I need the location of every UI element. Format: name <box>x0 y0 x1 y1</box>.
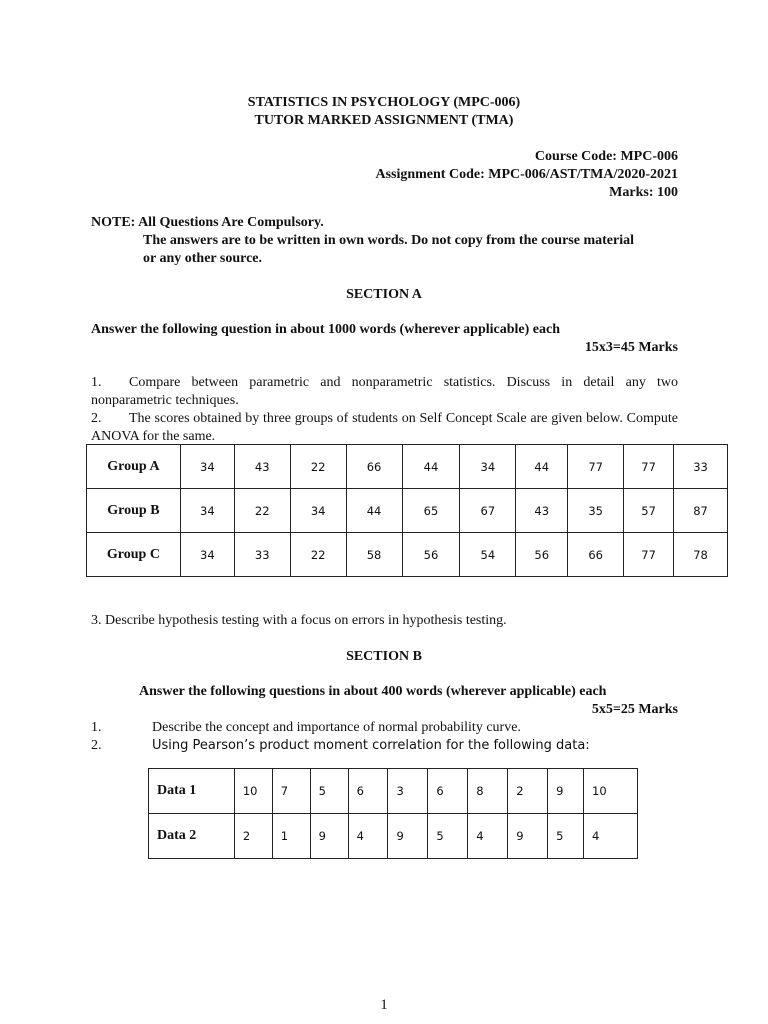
assignment-code: Assignment Code: MPC-006/AST/TMA/2020-2021 <box>375 167 678 182</box>
section-b-question-1-text: Describe the concept and importance of normal probability curve. <box>152 720 521 735</box>
anova-scores-table <box>86 444 728 577</box>
section-a-question-2 <box>91 410 678 446</box>
table-cell: 3 <box>388 769 428 814</box>
row-label: Data 2 <box>149 814 235 859</box>
table-cell: 6 <box>428 769 468 814</box>
table-cell: 57 <box>624 489 674 533</box>
table-cell: 77 <box>568 445 624 489</box>
table-row <box>149 814 638 859</box>
table-cell: 34 <box>180 445 234 489</box>
section-b-question-2-text: Using Pearson’s product moment correlation for the following data: <box>152 738 590 753</box>
table-cell: 5 <box>310 769 348 814</box>
section-a-heading: SECTION A <box>346 287 422 302</box>
question-number: 2. <box>91 411 102 426</box>
table-row <box>149 769 638 814</box>
table-cell: 35 <box>568 489 624 533</box>
table-cell: 33 <box>674 445 728 489</box>
table-cell: 34 <box>290 489 346 533</box>
table-cell: 10 <box>584 769 638 814</box>
table-cell: 4 <box>348 814 388 859</box>
note-heading: NOTE: All Questions Are Compulsory. <box>91 215 324 230</box>
table-cell: 6 <box>348 769 388 814</box>
document-subtitle: TUTOR MARKED ASSIGNMENT (TMA) <box>254 113 514 128</box>
table-cell: 43 <box>234 445 290 489</box>
section-b-question-1-number: 1. <box>91 720 102 735</box>
section-a-question-3: 3. Describe hypothesis testing with a focus on errors in hypothesis testing. <box>91 613 507 628</box>
table-cell: 2 <box>234 814 272 859</box>
table-cell: 54 <box>460 533 516 577</box>
row-label: Group B <box>87 489 181 533</box>
table-cell: 56 <box>402 533 460 577</box>
table-row <box>87 489 728 533</box>
question-text: The scores obtained by three groups of students on Self Concept Scale are given below. Compute ANOVA for the same. <box>91 411 678 444</box>
table-cell: 87 <box>674 489 728 533</box>
table-cell: 65 <box>402 489 460 533</box>
table-cell: 9 <box>310 814 348 859</box>
table-cell: 9 <box>388 814 428 859</box>
table-cell: 22 <box>290 445 346 489</box>
table-cell: 8 <box>468 769 508 814</box>
table-cell: 34 <box>180 533 234 577</box>
document-title: STATISTICS IN PSYCHOLOGY (MPC-006) <box>247 95 521 110</box>
table-cell: 4 <box>584 814 638 859</box>
table-cell: 77 <box>624 445 674 489</box>
table-cell: 9 <box>508 814 548 859</box>
table-cell: 1 <box>272 814 310 859</box>
page-number: 1 <box>380 997 388 1013</box>
table-cell: 58 <box>346 533 402 577</box>
section-a-question-1 <box>91 374 678 410</box>
section-b-question-2-number: 2. <box>91 738 102 753</box>
course-code: Course Code: MPC-006 <box>534 149 678 164</box>
table-cell: 33 <box>234 533 290 577</box>
section-b-marks: 5x5=25 Marks <box>591 702 678 717</box>
table-cell: 34 <box>460 445 516 489</box>
note-line-2: The answers are to be written in own words. Do not copy from the course material <box>143 233 634 248</box>
table-cell: 10 <box>234 769 272 814</box>
total-marks: Marks: 100 <box>609 185 678 200</box>
table-cell: 78 <box>674 533 728 577</box>
section-b-instruction: Answer the following questions in about 400 words (wherever applicable) each <box>139 684 607 699</box>
table-cell: 5 <box>428 814 468 859</box>
question-text: Compare between parametric and nonparametric statistics. Discuss in detail any two nonparametric techniques. <box>91 375 678 408</box>
table-cell: 67 <box>460 489 516 533</box>
section-a-marks: 15x3=45 Marks <box>584 340 678 355</box>
table-cell: 66 <box>568 533 624 577</box>
table-cell: 22 <box>290 533 346 577</box>
table-cell: 44 <box>402 445 460 489</box>
table-cell: 44 <box>516 445 568 489</box>
table-cell: 34 <box>180 489 234 533</box>
table-cell: 22 <box>234 489 290 533</box>
row-label: Group A <box>87 445 181 489</box>
row-label: Group C <box>87 533 181 577</box>
table-cell: 5 <box>548 814 584 859</box>
row-label: Data 1 <box>149 769 235 814</box>
table-row <box>87 445 728 489</box>
note-line-3: or any other source. <box>143 251 262 266</box>
table-cell: 77 <box>624 533 674 577</box>
section-b-heading: SECTION B <box>346 649 422 664</box>
section-a-instruction: Answer the following question in about 1000 words (wherever applicable) each <box>91 322 561 337</box>
table-cell: 9 <box>548 769 584 814</box>
table-cell: 56 <box>516 533 568 577</box>
table-cell: 4 <box>468 814 508 859</box>
table-row <box>87 533 728 577</box>
table-cell: 43 <box>516 489 568 533</box>
question-number: 1. <box>91 375 102 390</box>
table-cell: 7 <box>272 769 310 814</box>
table-cell: 2 <box>508 769 548 814</box>
correlation-data-table <box>148 768 638 859</box>
table-cell: 44 <box>346 489 402 533</box>
table-cell: 66 <box>346 445 402 489</box>
